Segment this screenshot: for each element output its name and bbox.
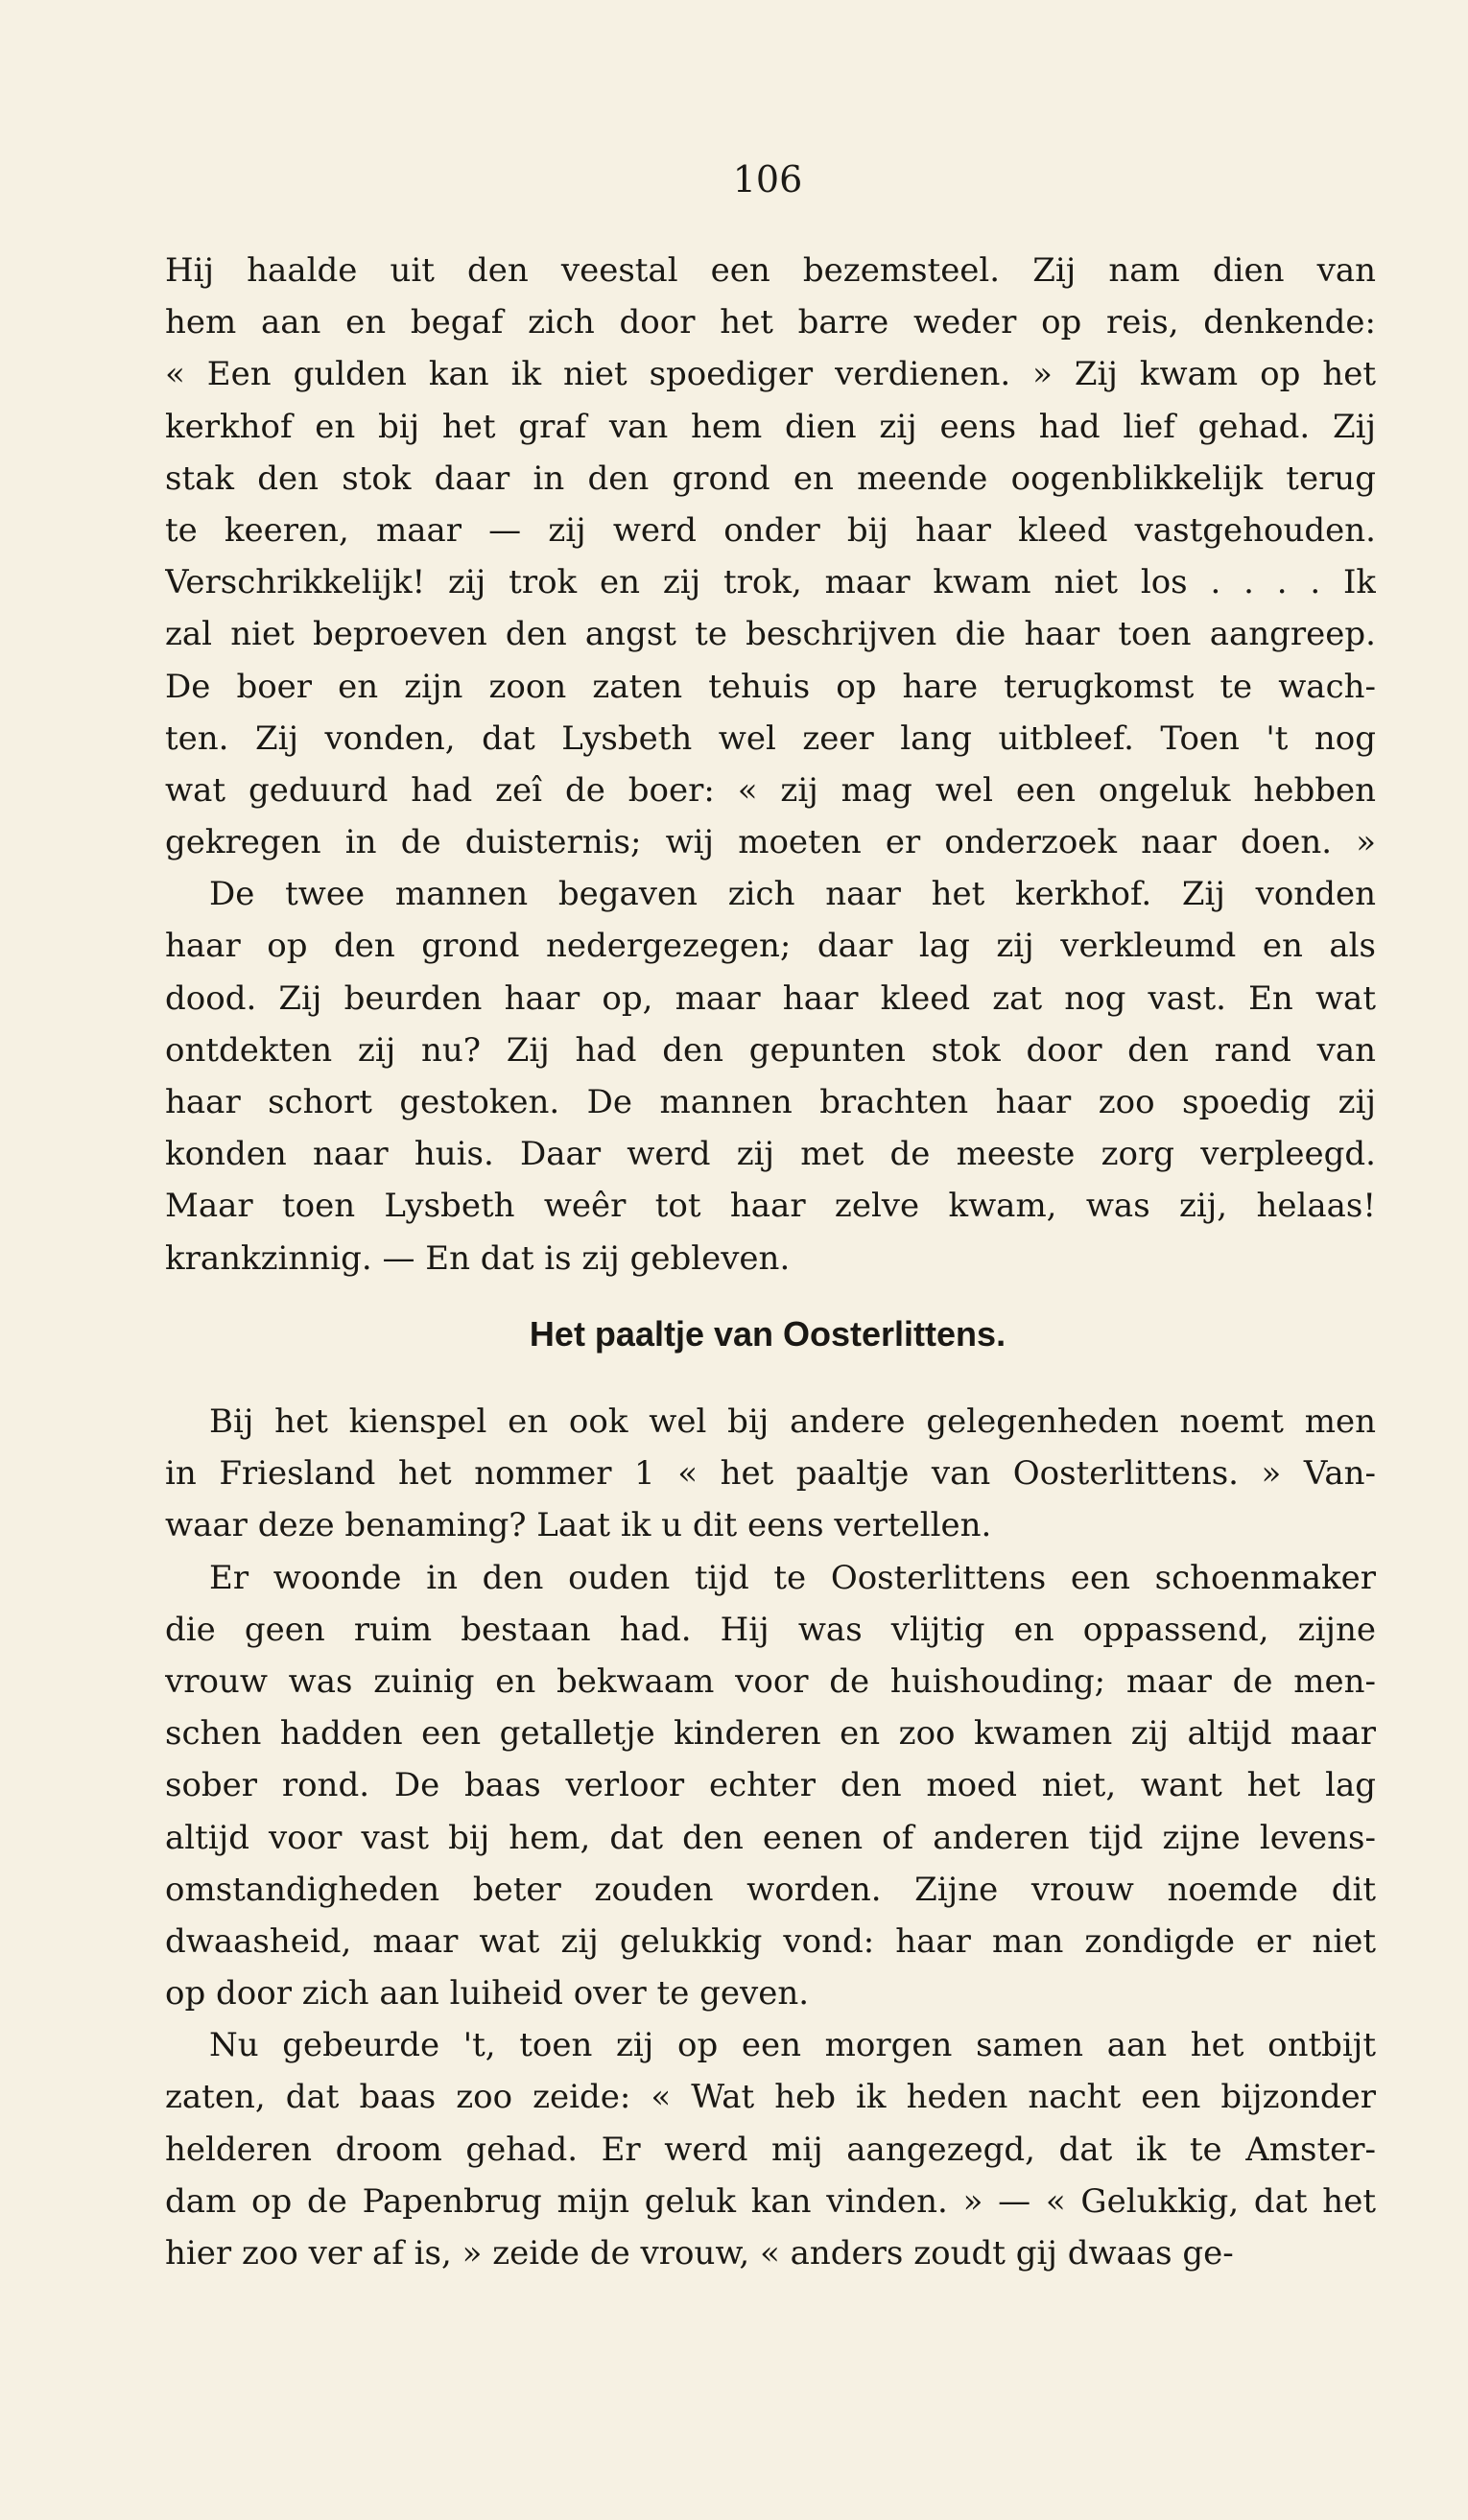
body-text-section-2 <box>165 1396 1376 2279</box>
text-line: « Een gulden kan ik niet spoediger verdienen. » Zij kwam op het <box>165 355 1376 394</box>
text-line: wat geduurd had zeî de boer: « zij mag wel een ongeluk hebben <box>165 770 1376 810</box>
text-line: helderen droom gehad. Er werd mij aangezegd, dat ik te Amster- <box>165 2130 1376 2169</box>
text-line: ontdekten zij nu? Zij had den gepunten stok door den rand van <box>165 1030 1376 1070</box>
text-line: stak den stok daar in den grond en meende oogenblikkelijk terug <box>165 459 1376 498</box>
text-line: haar op den grond nedergezegen; daar lag zij verkleumd en als <box>165 927 1376 966</box>
page-number: 106 <box>732 158 803 200</box>
body-text-section-1 <box>165 245 1376 1284</box>
text-line: dood. Zij beurden haar op, maar haar kleed zat nog vast. En wat <box>165 978 1376 1018</box>
text-line: dam op de Papenbrug mijn geluk kan vinden. » — « Gelukkig, dat het <box>165 2181 1376 2221</box>
text-line: Maar toen Lysbeth weêr tot haar zelve kwam, was zij, helaas! <box>165 1187 1376 1226</box>
text-line: schen hadden een getalletje kinderen en zoo kwamen zij altijd maar <box>165 1714 1376 1754</box>
text-line: hem aan en begaf zich door het barre weder op reis, denkende: <box>165 303 1376 342</box>
text-line: kerkhof en bij het graf van hem dien zij eens had lief gehad. Zij <box>165 407 1376 446</box>
text-line: De boer en zijn zoon zaten tehuis op hare terugkomst te wach- <box>165 667 1376 706</box>
text-line: zal niet beproeven den angst te beschrijven die haar toen aangreep. <box>165 615 1376 654</box>
section-heading: Het paaltje van Oosterlittens. <box>529 1314 1006 1354</box>
text-line: dwaasheid, maar wat zij gelukkig vond: haar man zondigde er niet <box>165 1921 1376 1961</box>
text-line: Nu gebeurde 't, toen zij op een morgen samen aan het ontbijt <box>209 2026 1376 2065</box>
text-line: Bij het kienspel en ook wel bij andere gelegenheden noemt men <box>209 1402 1376 1441</box>
text-line: haar schort gestoken. De mannen brachten haar zoo spoedig zij <box>165 1083 1376 1121</box>
text-line: krankzinnig. — En dat is zij gebleven. <box>165 1238 791 1278</box>
text-line: gekregen in de duisternis; wij moeten er onderzoek naar doen. » <box>165 823 1376 862</box>
text-line: ten. Zij vonden, dat Lysbeth wel zeer lang uitbleef. Toen 't nog <box>165 718 1376 758</box>
text-line: Hij haalde uit den veestal een bezemsteel. Zij nam dien van <box>165 251 1376 290</box>
text-line: De twee mannen begaven zich naar het kerkhof. Zij vonden <box>209 875 1376 914</box>
text-line: Verschrikkelijk! zij trok en zij trok, maar kwam niet los . . . . Ik <box>165 563 1376 602</box>
text-line: in Friesland het nommer 1 « het paaltje van Oosterlittens. » Van- <box>165 1454 1376 1494</box>
text-line: omstandigheden beter zouden worden. Zijne vrouw noemde dit <box>165 1870 1376 1909</box>
text-line: konden naar huis. Daar werd zij met de meeste zorg verpleegd. <box>165 1135 1376 1174</box>
text-line: altijd voor vast bij hem, dat den eenen of anderen tijd zijne levens- <box>165 1818 1376 1857</box>
text-line: hier zoo ver af is, » zeide de vrouw, « anders zoudt gij dwaas ge- <box>165 2234 1234 2273</box>
text-line: waar deze benaming? Laat ik u dit eens vertellen. <box>165 1506 992 1545</box>
text-line: zaten, dat baas zoo zeide: « Wat heb ik heden nacht een bijzonder <box>165 2078 1376 2117</box>
text-line: te keeren, maar — zij werd onder bij haar kleed vastgehouden. <box>165 510 1376 550</box>
text-line: op door zich aan luiheid over te geven. <box>165 1974 810 2014</box>
text-line: die geen ruim bestaan had. Hij was vlijtig en oppassend, zijne <box>165 1610 1376 1649</box>
text-line: Er woonde in den ouden tijd te Oosterlittens een schoenmaker <box>209 1558 1376 1597</box>
text-line: sober rond. De baas verloor echter den moed niet, want het lag <box>165 1766 1376 1805</box>
text-line: vrouw was zuinig en bekwaam voor de huishouding; maar de men- <box>165 1661 1376 1701</box>
